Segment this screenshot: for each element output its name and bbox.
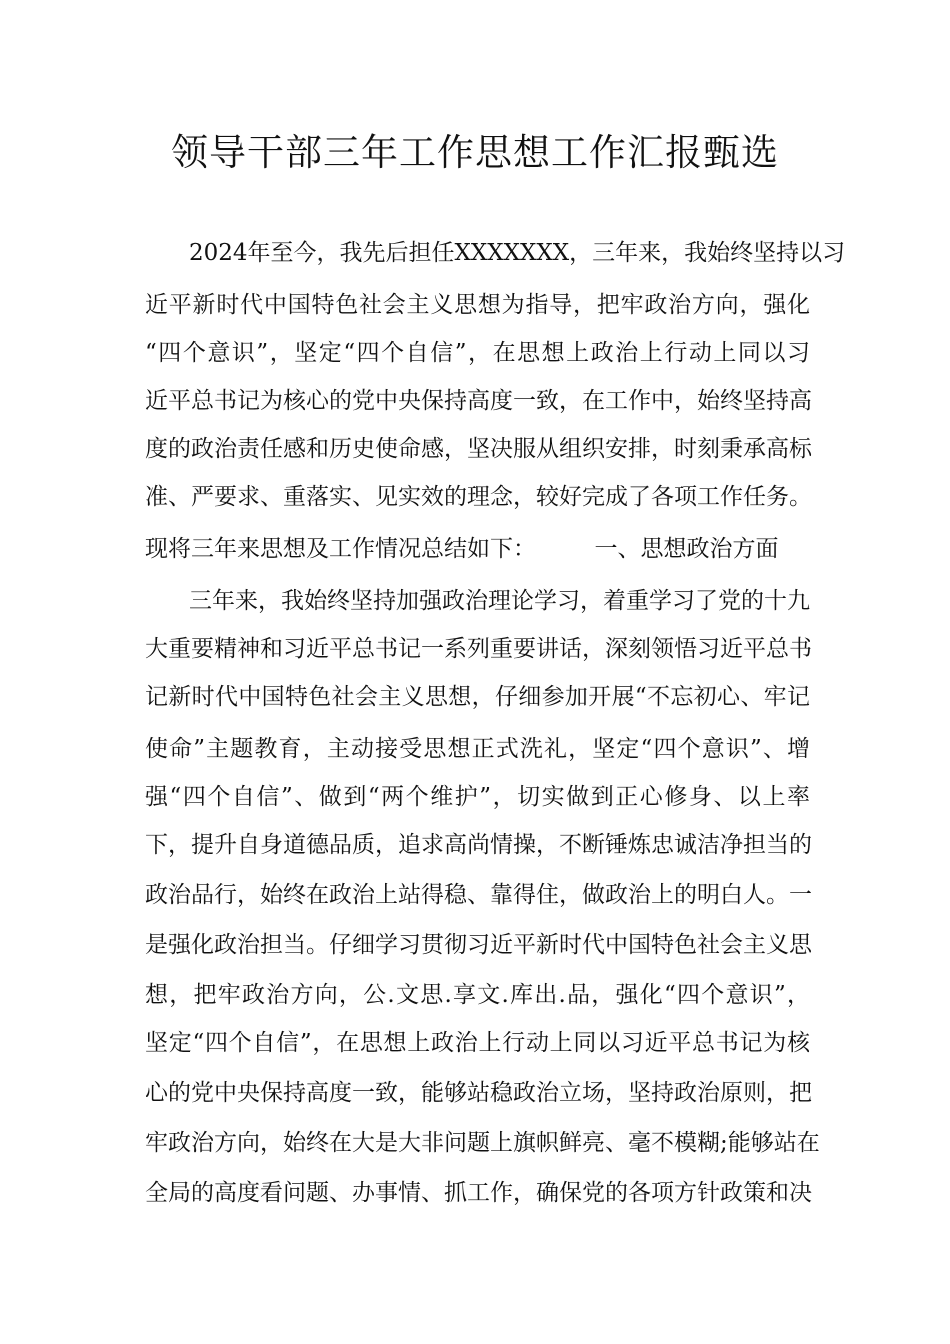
paragraph-line: “四个意识”，坚定“四个自信”，在思想上政治上行动上同以习 [145,340,810,366]
paragraph-line: 想，把牢政治方向，公.文思.享文.库出.品，强化“四个意识”， [145,982,810,1008]
paragraph-line: 大重要精神和习近平总书记一系列重要讲话，深刻领悟习近平总书 [145,636,812,662]
paragraph-line: 近平总书记为核心的党中央保持高度一致，在工作中，始终坚持高 [145,388,812,414]
paragraph-line: 是强化政治担当。仔细学习贯彻习近平新时代中国特色社会主义思 [145,932,812,958]
paragraph-line: 心的党中央保持高度一致，能够站稳政治立场，坚持政治原则，把 [145,1080,812,1106]
paragraph-line: 政治品行，始终在政治上站得稳、靠得住，做政治上的明白人。一 [145,882,812,908]
paragraph-line: 下，提升自身道德品质，追求高尚情操，不断锤炼忠诚洁净担当的 [145,832,812,858]
paragraph-line: 准、严要求、重落实、见实效的理念，较好完成了各项工作任务。 [145,484,812,510]
document-title: 领导干部三年工作思想工作汇报甄选 [171,131,779,174]
paragraph-line: 牢政治方向，始终在大是大非问题上旗帜鲜亮、毫不模糊;能够站在 [145,1130,820,1156]
paragraph-line: 2024年至今，我先后担任XXXXXXX，三年来，我始终坚持以习 [189,240,846,266]
paragraph-line: 三年来，我始终坚持加强政治理论学习，着重学习了党的十九 [189,588,810,614]
paragraph-line: 记新时代中国特色社会主义思想，仔细参加开展“不忘初心、牢记 [145,684,810,710]
paragraph-line: 度的政治责任感和历史使命感，坚决服从组织安排，时刻秉承高标 [145,436,812,462]
paragraph-line: 使命”主题教育，主动接受思想正式洗礼，坚定“四个意识”、增 [145,736,810,762]
paragraph-line: 近平新时代中国特色社会主义思想为指导，把牢政治方向，强化 [145,292,810,318]
paragraph-line: 现将三年来思想及工作情况总结如下： 一、思想政治方面 [145,536,779,562]
paragraph-line: 坚定“四个自信”，在思想上政治上行动上同以习近平总书记为核 [145,1030,810,1056]
paragraph-line: 强“四个自信”、做到“两个维护”，切实做到正心修身、以上率 [145,784,810,810]
paragraph-line: 全局的高度看问题、办事情、抓工作，确保党的各项方针政策和决 [145,1180,812,1206]
